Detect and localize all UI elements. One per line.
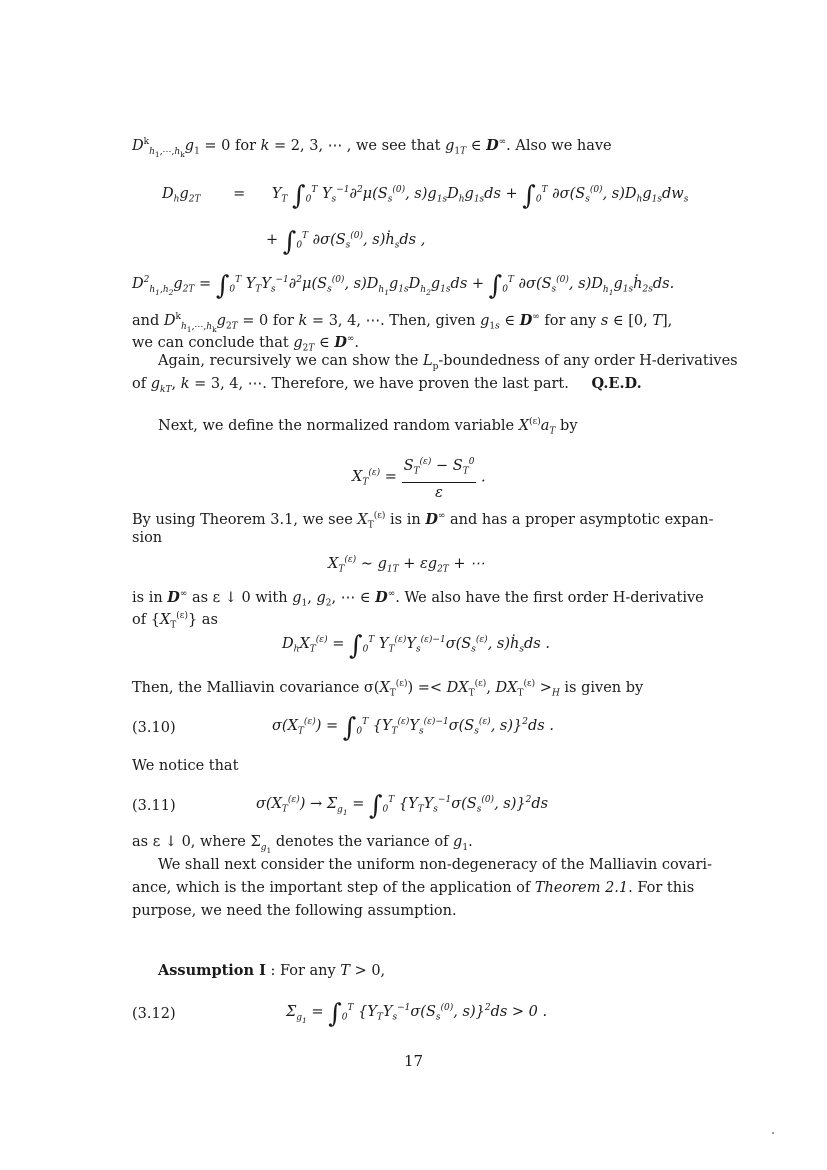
assumption-label: Assumption I (158, 962, 266, 979)
page-number: 17 (403, 1052, 424, 1070)
scan-speck (772, 1132, 774, 1134)
equation-311: $\sigma(X_T^{(\varepsilon)}) \to \Sigma_{g_1} = \int_0^T$ {$Y_TY_s^{-1}\sigma(S_s^{(0)}$, s)}$^2$ds (256, 790, 549, 821)
paragraph-notice: We notice that (132, 758, 239, 774)
paragraph-nondegeneracy-1: We shall next consider the uniform non-degeneracy of the Malliavin covari- (158, 857, 712, 873)
equation-d2-g2t: $D^2_{h_1,h_2}g_{2T} = \int_0^T$ $Y_TY_s^{-1}\partial^2\mu(S_s^{(0)}$, $s)D_{h_1}g_{1s}D_{h_2}g_{1s}ds + \int_0^T$ $\partial\sigma(S_s^{(0)}$, $s)D_{h_1}g_{1s}ḣ_{2s}ds$. (132, 270, 675, 301)
paragraph-variance: as ε ↓ 0, where $\Sigma_{g_1}$ denotes the variance of $g_1$. (132, 834, 473, 855)
equation-310: $\sigma(X_T^{(\varepsilon)}) = \int_0^T$ {$Y_T^{(\varepsilon)}Y_s^{(\varepsilon)-1}\sigma(S_s^{(\varepsilon)}$, s)}$^2$ds . (272, 712, 554, 743)
equation-number-311: (3.11) (132, 798, 176, 814)
paragraph-nondegeneracy-3: purpose, we need the following assumption. (132, 903, 457, 919)
equation-expansion: $X_T^{(\varepsilon)}$ ∼ $g_{1T} + \varepsilon g_{2T}$ + ⋯ (328, 555, 485, 575)
equation-dh-xt: $D_hX_T^{(\varepsilon)} = \int_0^T$ $Y_T^{(\varepsilon)}Y_s^{(\varepsilon)-1}\sigma(S_s^{(\varepsilon)}$, s)ḣ$_s$ds . (282, 630, 550, 661)
paragraph-theorem31-2: sion (132, 530, 163, 546)
paragraph-intro: $D^k_{h_1,\cdots,h_k}g_1 = 0$ for k = 2, 3, ⋯ , we see that $g_{1T}$ ∈ D∞. Also we have (132, 136, 612, 159)
equation-312: $\Sigma_{g_1} = \int_0^T$ {$Y_TY_s^{-1}\sigma(S_s^{(0)}$, s)}$^2$ds > 0 . (286, 998, 548, 1029)
paragraph-d3: and $D^k_{h_1,\cdots,h_k}g_{2T} = 0$ for k = 3, 4, ⋯. Then, given $g_{1s}$ ∈ D∞ for any s ∈ [0, T], (132, 311, 673, 334)
equation-number-312: (3.12) (132, 1006, 176, 1022)
equation-xt-definition: $X_T^{(\varepsilon)}$ = $\frac{S_T^{(\varepsilon)} - S_T^0}{\varepsilon}$ . (352, 452, 486, 503)
paragraph-theorem31-1: By using Theorem 3.1, we see $X_T^{(\varepsilon)}$ is in D∞ and has a proper asymptotic expan- (132, 510, 714, 531)
paragraph-isin-1: is in D∞ as ε ↓ 0 with $g_1$, $g_2$, ⋯ ∈ D∞. We also have the first order H-derivative (132, 588, 704, 609)
qed-mark: Q.E.D. (591, 375, 642, 392)
paragraph-again-2: of $g_{kT}$, k = 3, 4, ⋯. Therefore, we have proven the last part. Q.E.D. (132, 375, 642, 395)
assumption-heading (158, 961, 733, 981)
paragraph-nondegeneracy-2: ance, which is the important step of the application of Theorem 2.1. For this (132, 880, 695, 896)
paragraph-isin-2: of $\{X_T^{(\varepsilon)}\}$ as (132, 611, 218, 631)
equation-number-310: (3.10) (132, 720, 176, 736)
equation-dh-g2t-line1: $D_hg_{2T} = Y_T$ $\int_0^T$ $Y_s^{-1}\partial^2\mu(S_s^{(0)}$, $s)g_{1s}D_hg_{1s}ds + \int_0^T$ $\partial\sigma(S_s^{(0)}$, $s)D_hg_{1s}dw_s$ (162, 180, 689, 211)
assumption-text: : For any T > 0, (270, 963, 386, 979)
equation-dh-g2t-line2: + $\int_0^T$ $\partial\sigma(S_s^{(0)}$, s)ḣ$_s$ds , (266, 226, 426, 257)
paragraph-malliavin: Then, the Malliavin covariance $\sigma(X_T^{(\varepsilon)}) =< DX_T^{(\varepsilon)}$, $DX_T^{(\varepsilon)} >_H$ is given by (132, 679, 644, 699)
paragraph-conclude: we can conclude that $g_{2T}$ ∈ D∞. (132, 333, 360, 354)
paragraph-next: Next, we define the normalized random variable $X^{(\varepsilon)}a_T$ by (158, 417, 578, 437)
paragraph-again-1: Again, recursively we can show the $L_p$-boundedness of any order H-derivatives (158, 353, 738, 372)
